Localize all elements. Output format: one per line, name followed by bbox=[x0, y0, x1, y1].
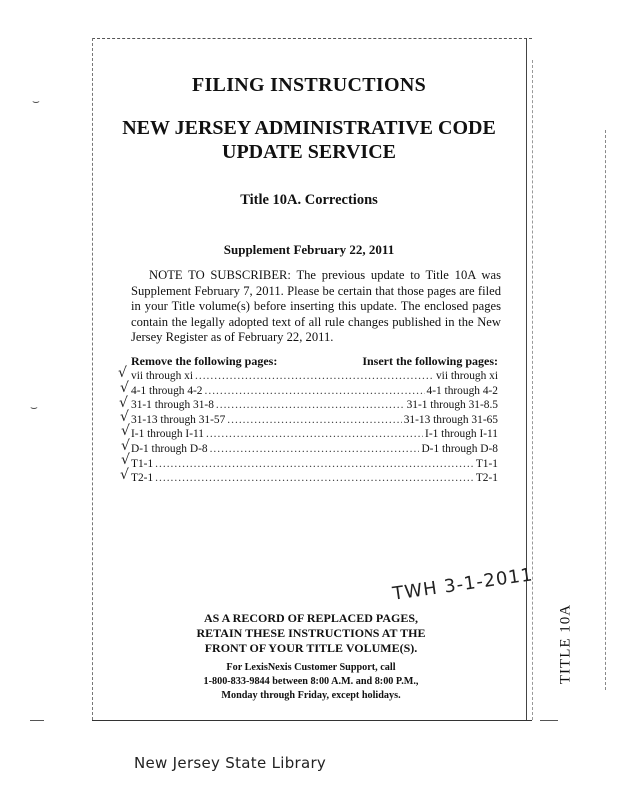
handwritten-initials: TWH 3-1-2011 bbox=[391, 564, 535, 605]
insert-range: T1-1 bbox=[475, 457, 498, 470]
insert-range: T2-1 bbox=[475, 472, 498, 485]
table-row bbox=[131, 443, 498, 458]
leader-dots bbox=[210, 443, 420, 455]
frame-right-inner-border bbox=[532, 60, 533, 720]
margin-tick bbox=[540, 720, 558, 721]
table-row bbox=[131, 458, 498, 473]
table-row bbox=[131, 472, 498, 487]
leader-dots bbox=[227, 414, 401, 426]
check-mark-icon: √ bbox=[120, 380, 129, 396]
remove-range: T2-1 bbox=[131, 472, 154, 485]
remove-range: 31-1 through 31-8 bbox=[131, 399, 214, 412]
insert-range: 4-1 through 4-2 bbox=[426, 384, 498, 397]
tab-label-text: TITLE 10A bbox=[557, 603, 574, 685]
leader-dots bbox=[216, 399, 405, 411]
code-heading-line1: NEW JERSEY ADMINISTRATIVE CODE bbox=[122, 117, 496, 139]
insert-range: 31-1 through 31-8.5 bbox=[406, 399, 498, 412]
check-mark-icon: √ bbox=[120, 467, 129, 483]
remove-range: 31-13 through 31-57 bbox=[131, 413, 226, 426]
record-line2: RETAIN THESE INSTRUCTIONS AT THE bbox=[196, 626, 426, 640]
tab-label bbox=[558, 594, 574, 694]
frame-top-border bbox=[92, 38, 532, 39]
leader-dots bbox=[206, 428, 423, 440]
record-line1: AS A RECORD OF REPLACED PAGES, bbox=[203, 611, 419, 625]
margin-tick bbox=[30, 720, 44, 721]
record-line3: FRONT OF YOUR TITLE VOLUME(S). bbox=[204, 641, 418, 655]
insert-heading: Insert the following pages: bbox=[362, 354, 498, 368]
code-heading bbox=[92, 116, 526, 164]
page-edge-mark bbox=[605, 130, 606, 690]
leader-dots bbox=[195, 370, 434, 382]
note-to-subscriber: NOTE TO SUBSCRIBER: The previous update to Title 10A was Supplement February 7, 2011. Please be certain that those pages are filed in your Title volume(s) before inserting this update. The enclosed pages contain the legally adopted text of all rule changes published in the New Jersey Register as of February 22, 2011. bbox=[131, 268, 501, 345]
table-row bbox=[131, 399, 498, 414]
support-line3: Monday through Friday, except holidays. bbox=[221, 690, 401, 701]
leader-dots bbox=[155, 472, 474, 484]
record-notice bbox=[196, 611, 426, 656]
leader-dots bbox=[155, 458, 474, 470]
leader-dots bbox=[205, 385, 425, 397]
table-row bbox=[131, 414, 498, 429]
remove-range: D-1 through D-8 bbox=[131, 442, 208, 455]
code-heading-line2: UPDATE SERVICE bbox=[222, 141, 396, 163]
table-row bbox=[131, 370, 498, 385]
title-name: Title 10A. Corrections bbox=[240, 192, 378, 208]
library-stamp: New Jersey State Library bbox=[134, 754, 327, 772]
pages-table bbox=[131, 354, 498, 487]
check-mark-icon: √ bbox=[120, 409, 129, 425]
frame-bottom-border bbox=[92, 720, 532, 721]
customer-support bbox=[176, 661, 446, 703]
remove-range: vii through xi bbox=[131, 370, 194, 382]
remove-range: T1-1 bbox=[131, 457, 154, 470]
scan-mark: ⌣ bbox=[32, 94, 40, 108]
insert-range: I-1 through I-11 bbox=[425, 428, 498, 441]
check-mark-icon: √ bbox=[118, 365, 127, 381]
insert-range: 31-13 through 31-65 bbox=[403, 413, 498, 426]
check-mark-icon: √ bbox=[121, 423, 130, 439]
support-line1: For LexisNexis Customer Support, call bbox=[226, 662, 396, 673]
table-row bbox=[131, 428, 498, 443]
remove-range: I-1 through I-11 bbox=[131, 428, 204, 441]
table-row bbox=[131, 385, 498, 400]
check-mark-icon: √ bbox=[119, 395, 128, 411]
check-mark-icon: √ bbox=[121, 452, 130, 468]
remove-range: 4-1 through 4-2 bbox=[131, 384, 203, 397]
remove-heading: Remove the following pages: bbox=[131, 354, 278, 368]
frame-right-border bbox=[526, 38, 527, 720]
insert-range: D-1 through D-8 bbox=[421, 442, 498, 455]
check-mark-icon: √ bbox=[121, 438, 130, 454]
support-line2: 1-800-833-9844 between 8:00 A.M. and 8:00 P.M., bbox=[203, 676, 419, 687]
pages-table-header bbox=[131, 354, 498, 369]
supplement-date: Supplement February 22, 2011 bbox=[223, 242, 395, 257]
scan-mark: ⌣ bbox=[30, 400, 38, 414]
insert-range: vii through xi bbox=[435, 370, 498, 382]
page-title: FILING INSTRUCTIONS bbox=[191, 74, 427, 96]
